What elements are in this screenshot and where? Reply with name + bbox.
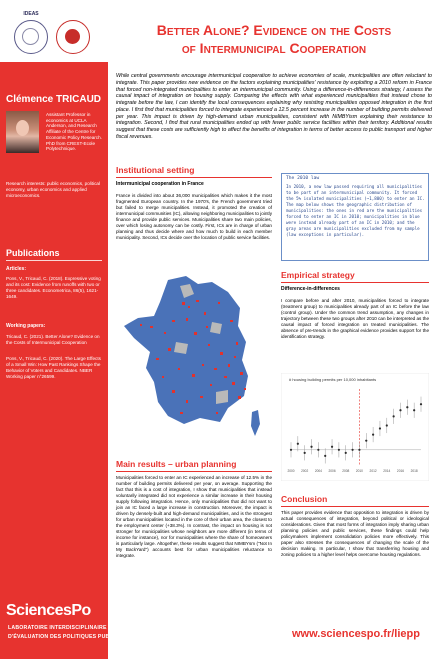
x-tick-label: 2004 (314, 469, 322, 473)
x-tick-label: 2016 (396, 469, 405, 473)
law-box-title: The 2010 law (286, 176, 320, 181)
logo-area (0, 0, 108, 62)
empirical-subhead: Difference-in-differences (281, 286, 340, 292)
data-point (358, 449, 360, 451)
publications-heading: Publications (6, 248, 60, 258)
data-point (413, 409, 415, 411)
poster-title-line: Better Alone? Evidence on the Costs (156, 22, 392, 38)
sciencespo-logo: SciencesPo (6, 602, 91, 619)
data-point (290, 449, 292, 451)
data-point (310, 446, 312, 448)
section-title-results: Main results – urban planning (116, 459, 237, 469)
publications-divider (6, 260, 102, 261)
law-box-text: In 2010, a new law passed requiring all municipalities to be part of an intermunicipal community. It forced the 5% isolated municipalities (~1,800) to enter an IC. The map below shows the geographic distribution of municipalities: the ones in red are the municipalities forced to enter an IC in 2010; municipalities in blue were instead already part of an IC in 2010; and the gray areas are municipalities excluded from my sample (law exceptions in particular). (286, 184, 425, 237)
data-point (297, 443, 299, 445)
sidebar (0, 0, 130, 659)
author-photo (6, 111, 39, 153)
data-point (386, 424, 388, 426)
section-title-empirical: Empirical strategy (281, 270, 355, 280)
conclusion-body: This paper provides evidence that opposition to integration is driven by actual consequences of integration, beyond political or ideological considerations. Given that most forms of integration imply sharing urban planning policies and public services, these findings could help policymakers implement consolidation policies more effectively. This paper also stresses the consequences of changing the scale of the decision making. In particular, I show that transferring housing and zoning policies to a higher level helps overcome housing regulations. (281, 510, 429, 557)
data-point (331, 446, 333, 448)
x-tick-label: 2010 (355, 469, 363, 473)
france-map (116, 272, 266, 442)
x-tick-label: 2012 (369, 469, 377, 473)
data-point (372, 434, 374, 436)
data-point (351, 449, 353, 451)
research-interests: Research interests: public economics, political economy, urban economics and applied microeconomics. (6, 181, 100, 198)
data-point (420, 403, 422, 405)
lab-name-line: LABORATOIRE INTERDISCIPLINAIRE (8, 625, 107, 631)
results-body: Municipalities forced to enter an IC experienced an increase of 12.5% in the number of building permits delivered per year, on average. Supporting the fact that this is a cost of integration, I show that municipalities that instead voluntarily integrated did not experience a similar increase in their housing supply following integration. Hence, only municipalities that did not want to join an IC faced a large increase in construction. Moreover, the impact is driven by densely-built and high-demand municipalities, and is the strongest for urban municipalities located in the core of their urban area, the closest to the employment center (+38.3%). In contrast, the impact on housing is not stronger for municipalities whose neighbors are more different (in terms of income for instance), nor for municipalities where the share of homeowners is particularly large. Altogether, these results suggest that NIMBYsm ("Not In My BackYard") accounts best for urban municipalities reluctance to integrate. (116, 475, 272, 558)
section-divider (281, 506, 429, 507)
data-point (399, 409, 401, 411)
section-divider (281, 282, 429, 283)
data-point (304, 452, 306, 454)
x-tick-label: 2018 (410, 469, 418, 473)
data-point (365, 440, 367, 442)
section-divider (116, 177, 272, 178)
data-point (406, 406, 408, 408)
working-paper-item: Tricaud, C. (2021). Better Alone? Evidence on the Costs of Intermunicipal Cooperation (6, 334, 100, 345)
poster-title (114, 22, 434, 57)
lab-name-line: D'ÉVALUATION DES POLITIQUES PUBLIQUES (8, 634, 130, 640)
section-divider (116, 471, 272, 472)
chart-title: # housing building permits per 10,000 inhabitants (289, 377, 377, 382)
data-point (393, 415, 395, 417)
cee-logo (56, 20, 90, 54)
poster-title-line: of Intermunicipal Cooperation (181, 39, 367, 56)
ideas-logo (14, 20, 48, 54)
author-name: Clémence TRICAUD (6, 94, 102, 105)
x-tick-label: 2002 (301, 469, 309, 473)
law-2010-box (281, 173, 429, 261)
article-item: Pons, V., Tricaud, C. (2018). Expressive voting and its cost: Evidence from runoffs with two or three candidates. Econometrica, 86(5), 1621-1649. (6, 276, 101, 299)
x-tick-label: 2000 (287, 469, 295, 473)
working-paper-item: Pons, V., Tricaud, C. (2020). The Large Effects of a Small Win: How Past Rankings Shape the Behavior of Voters and Candidates. NBER Working paper n°26599. (6, 356, 101, 379)
data-point (317, 449, 319, 451)
data-point (345, 452, 347, 454)
x-tick-label: 2014 (383, 469, 391, 473)
event-study-chart (281, 373, 429, 481)
working-papers-label: Working papers: (6, 323, 46, 329)
articles-label: Articles: (6, 266, 27, 272)
abstract: While central governments encourage intermunicipal cooperation to achieve economies of scale, municipalities are often reluctant to integrate. This paper provides new evidence on the factors explaining municipalities' resistance by exploiting a 2010 reform in France that forced non-integrated municipalities to enter an intermunicipal community. Using a difference-in-differences strategy, I assess the causal impact of integration on housing supply. Comparing the effects with what experienced municipalities that instead chose to integrate before the law, I can identify the local consequences explaining why resisting municipalities opposed integration in the first place. I first find that municipalities forced to integrate experienced a 12.5 percent increase in the number of building permits delivered per year. This impact is driven by high-demand urban municipalities, consistent with NIMBYism explaining their resistance to integration. Second, I find that rural municipalities ended up with fewer public service facilities within their territory. Additional results suggest that these costs are sufficiently high to affect the benefits of integration in terms of better access to public transport and higher fiscal revenues. (116, 73, 432, 140)
chart-frame (281, 373, 429, 481)
empirical-body: I compare before and after 2010, municipalities forced to integrate (treatment group) to municipalities already part of an IC before the law (control group). Under the common trend assumption, any changes in trajectory between these two groups after 2010 can be interpreted as the causal impact of forced integration on treated municipalities. The absence of pre-trends in the graphical evidence provides support for the identification strategy. (281, 298, 429, 339)
section-title-conclusion: Conclusion (281, 494, 328, 504)
author-bio: Assistant Professor in economics at UCLA Anderson, and Research Affiliate of the Centre for Economic Policy Research. PhD from CREST-Ecole Polytechnique. (46, 112, 102, 152)
footer-url: www.sciencespo.fr/liepp (292, 628, 420, 640)
institutional-subhead: Intermunicipal cooperation in France (116, 181, 204, 187)
data-point (324, 455, 326, 457)
map-corsica (251, 410, 260, 436)
data-point (338, 449, 340, 451)
ideas-logo-text: IDEAS (23, 11, 39, 17)
institutional-body: France is divided into about 36,000 municipalities which makes it the most fragmented European country. In the 1970's, the French government tried but failed to merge municipalities. Instead, it promoted the creation of intermunicipal communities (IC), allowing neighboring municipalities to jointly finance and provide public services. Municipalities share two main policies, over which losing autonomy can be costly. First, ICs are in charge of urban planning and thus decide where and how much to build in each member municipality. Second, ICs decide over the location of public service facilities. (116, 193, 272, 240)
x-tick-label: 2006 (328, 469, 336, 473)
section-title-institutional: Institutional setting (116, 165, 195, 175)
data-point (379, 427, 381, 429)
x-tick-label: 2008 (342, 469, 350, 473)
